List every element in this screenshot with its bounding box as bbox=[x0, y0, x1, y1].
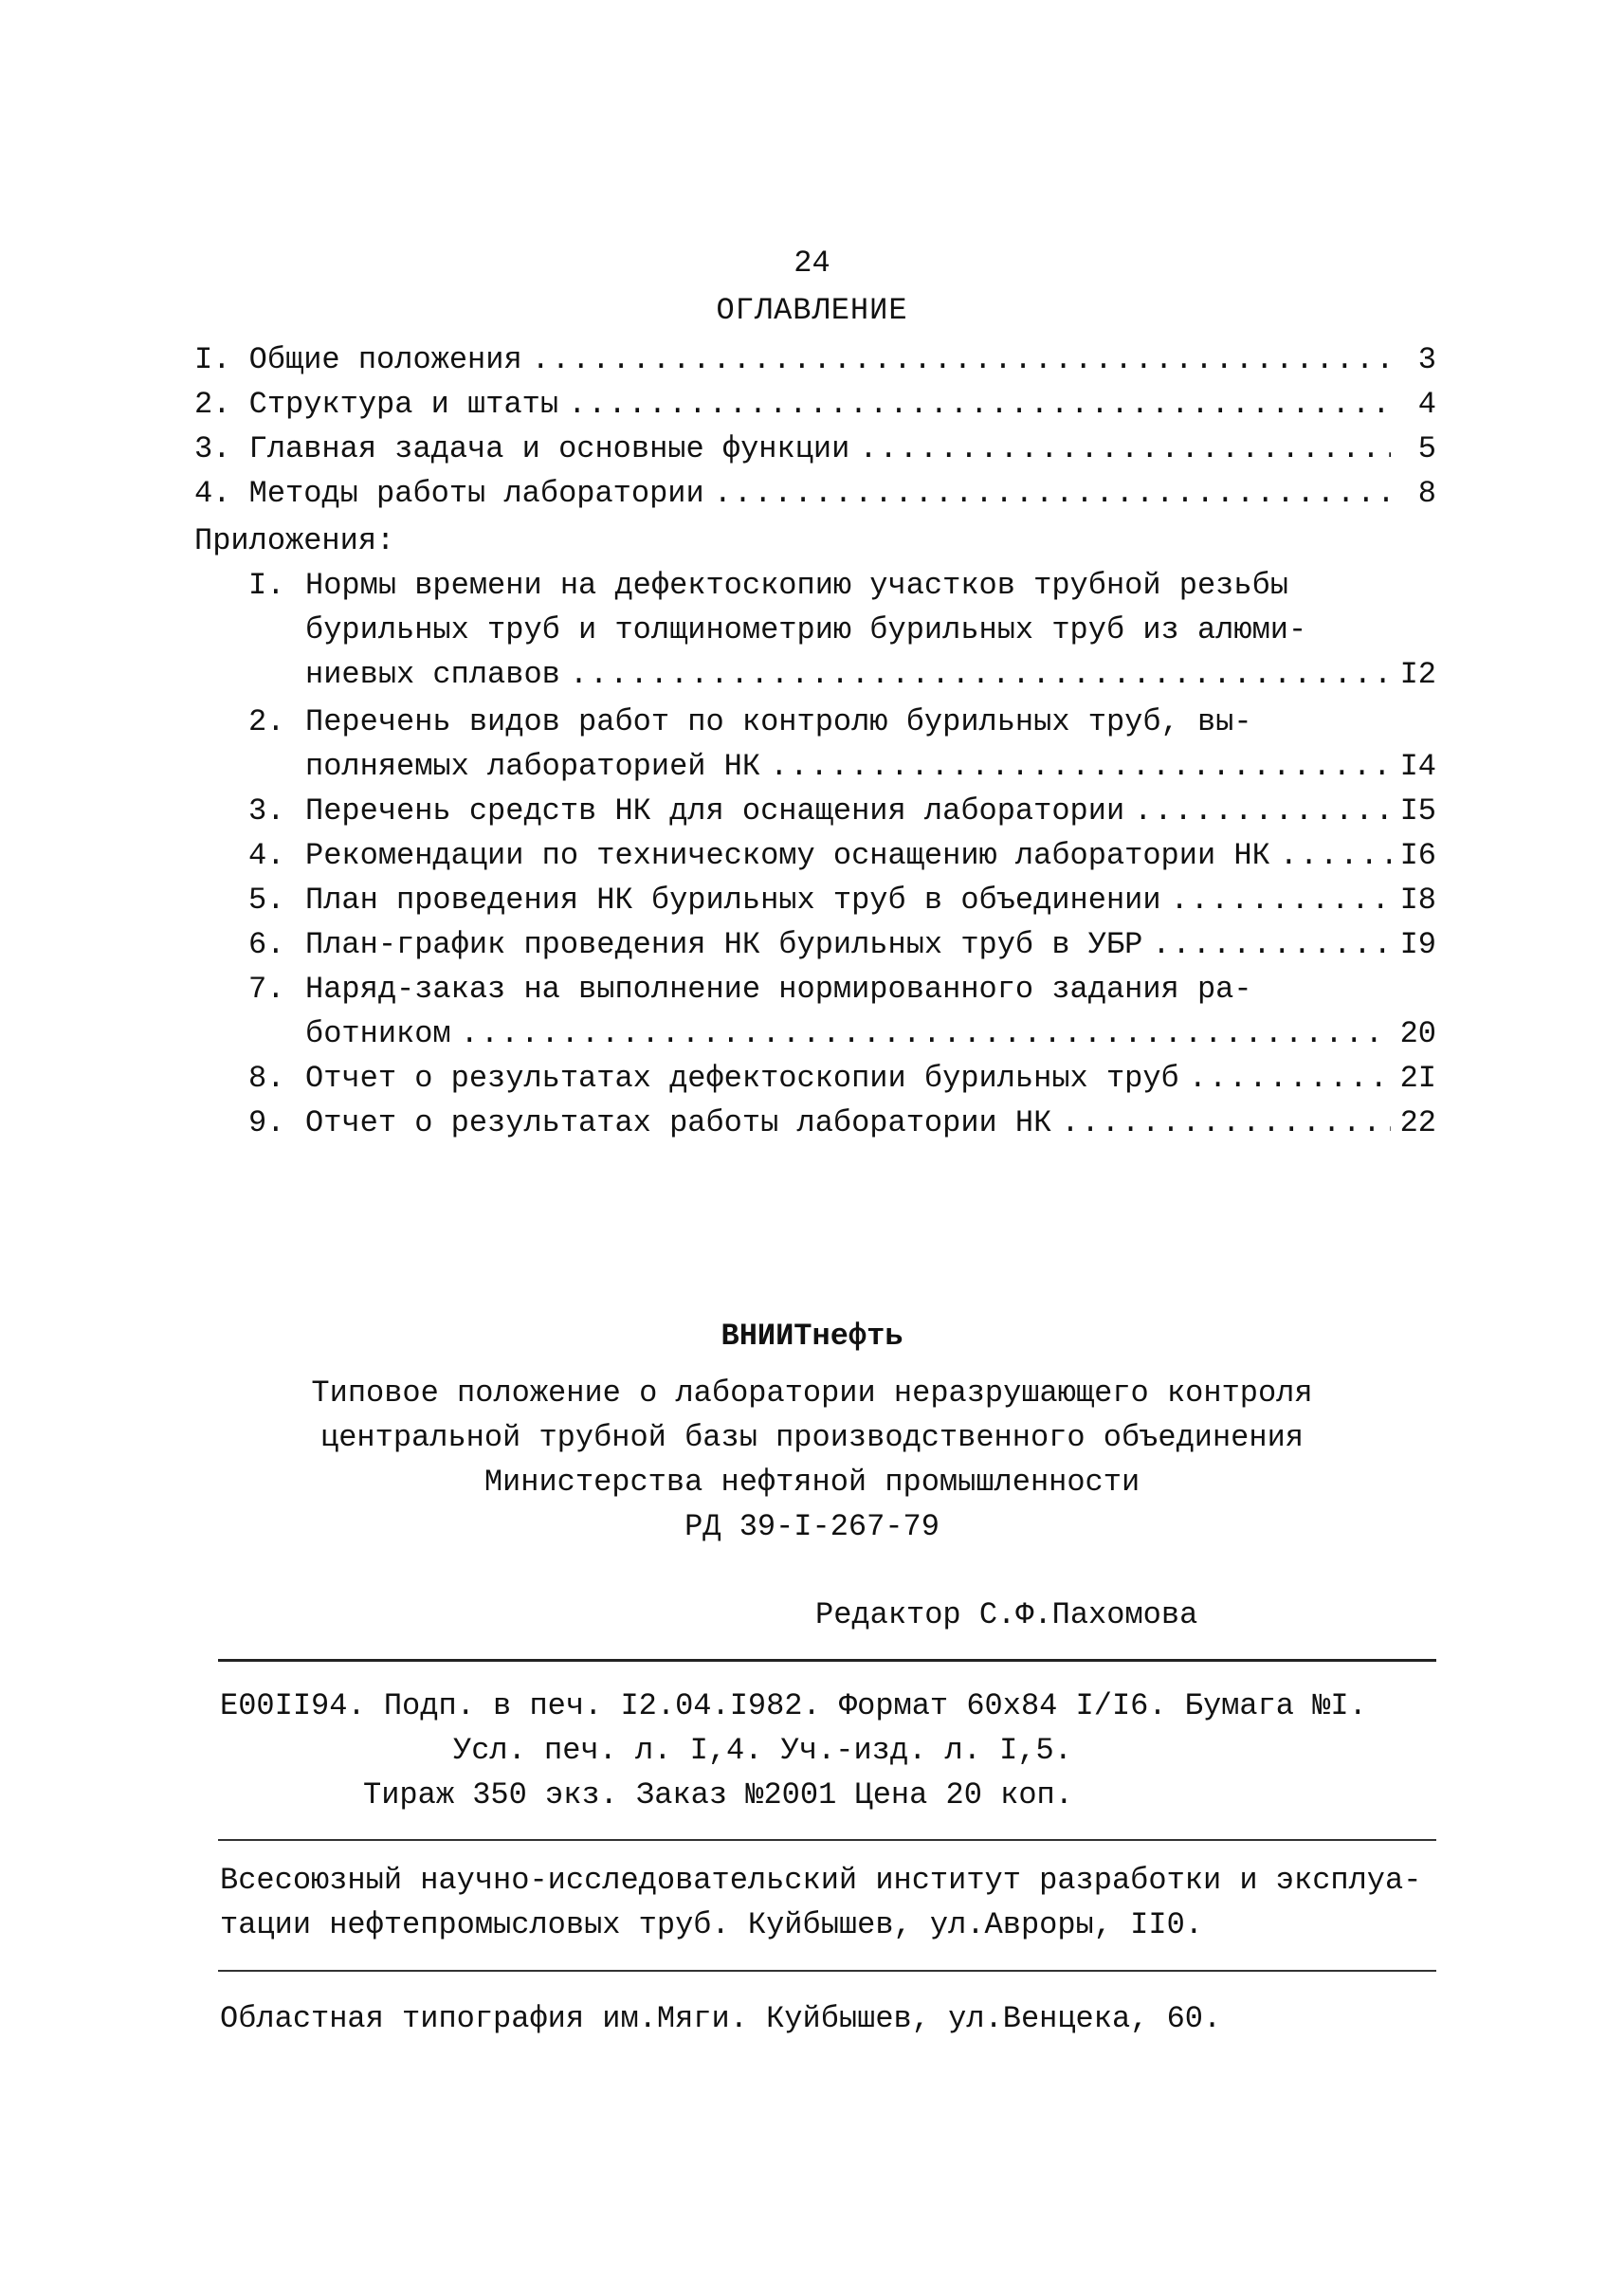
editor-line: Редактор С.Ф.Пахомова bbox=[815, 1597, 1198, 1632]
divider bbox=[218, 1839, 1436, 1841]
appendix-number: 5. bbox=[248, 883, 285, 918]
toc-item-text: Общие положения bbox=[248, 342, 522, 377]
printer-line: Областная типография им.Мяги. Куйбышев, ул.Венцека, 60. bbox=[220, 2001, 1222, 2036]
appendix-item bbox=[305, 926, 1436, 964]
toc-leader bbox=[570, 656, 1391, 694]
appendix-number: 9. bbox=[248, 1105, 285, 1140]
toc-leader bbox=[859, 430, 1391, 468]
publisher-name: ВНИИТнефть bbox=[721, 1319, 903, 1354]
appendix-text: ниевых сплавов bbox=[305, 657, 560, 692]
appendix-text: План проведения НК бурильных труб в объединении bbox=[305, 883, 1161, 918]
toc-item-page: 8 bbox=[1417, 476, 1436, 511]
appendix-number: 7. bbox=[248, 972, 285, 1007]
appendix-page: I2 bbox=[1399, 657, 1436, 692]
appendix-page: 2I bbox=[1399, 1061, 1436, 1096]
institute-line: Всесоюзный научно-исследовательский институт разработки и эксплуа- bbox=[220, 1863, 1422, 1898]
appendix-text: Отчет о результатах работы лаборатории НК bbox=[305, 1105, 1052, 1140]
toc-leader bbox=[568, 386, 1391, 424]
toc-item-number: 4. bbox=[194, 476, 231, 511]
appendix-text: Перечень средств НК для оснащения лаборатории bbox=[305, 793, 1125, 829]
toc-item-page: 5 bbox=[1417, 431, 1436, 466]
divider bbox=[218, 1970, 1436, 1972]
toc-item bbox=[194, 341, 1436, 379]
appendix-label: Приложения: bbox=[194, 523, 395, 558]
institute-line: тации нефтепромысловых труб. Куйбышев, ул.Авроры, II0. bbox=[220, 1907, 1203, 1942]
toc-item-number: 2. bbox=[194, 387, 231, 422]
appendix-number: 3. bbox=[248, 793, 285, 829]
divider bbox=[218, 1659, 1436, 1662]
appendix-text: полняемых лабораторией НК bbox=[305, 749, 761, 784]
toc-item bbox=[194, 430, 1436, 468]
publication-title-line: Министерства нефтяной промышленности bbox=[484, 1465, 1140, 1500]
appendix-item bbox=[305, 837, 1436, 875]
toc-item-page: 4 bbox=[1417, 387, 1436, 422]
appendix-item bbox=[305, 656, 1436, 694]
appendix-item bbox=[305, 1015, 1436, 1053]
appendix-item bbox=[305, 1104, 1436, 1142]
document-code: РД 39-I-267-79 bbox=[684, 1509, 940, 1544]
toc-leader bbox=[532, 341, 1391, 379]
toc-leader bbox=[1152, 926, 1391, 964]
publication-title-line: Типовое положение о лаборатории неразрушающего контроля bbox=[311, 1375, 1313, 1411]
appendix-number: I. bbox=[248, 568, 285, 603]
toc-item-number: 3. bbox=[194, 431, 231, 466]
toc-item bbox=[194, 475, 1436, 513]
appendix-text: ботником bbox=[305, 1016, 451, 1051]
appendix-page: I6 bbox=[1399, 838, 1436, 873]
appendix-page: I9 bbox=[1399, 927, 1436, 962]
toc-item-text: Методы работы лаборатории bbox=[248, 476, 704, 511]
print-info-line: Е00II94. Подп. в печ. I2.04.I982. Формат 60х84 I/I6. Бумага №I. bbox=[220, 1688, 1367, 1723]
appendix-item bbox=[305, 748, 1436, 786]
toc-leader bbox=[1134, 792, 1391, 830]
toc-leader bbox=[1061, 1104, 1391, 1142]
appendix-text: Рекомендации по техническому оснащению лаборатории НК bbox=[305, 838, 1270, 873]
appendix-page: 22 bbox=[1399, 1105, 1436, 1140]
appendix-line: Наряд-заказ на выполнение нормированного задания ра- bbox=[305, 972, 1252, 1007]
appendix-line: бурильных труб и толщинометрию бурильных труб из алюми- bbox=[305, 612, 1307, 647]
appendix-item bbox=[305, 792, 1436, 830]
appendix-page: 20 bbox=[1399, 1016, 1436, 1051]
toc-leader bbox=[1280, 837, 1391, 875]
toc-leader bbox=[461, 1015, 1391, 1053]
appendix-number: 4. bbox=[248, 838, 285, 873]
appendix-page: I8 bbox=[1399, 883, 1436, 918]
appendix-number: 8. bbox=[248, 1061, 285, 1096]
appendix-line: Нормы времени на дефектоскопию участков трубной резьбы bbox=[305, 568, 1288, 603]
appendix-text: План-график проведения НК бурильных труб в УБР bbox=[305, 927, 1143, 962]
appendix-line: Перечень видов работ по контролю бурильных труб, вы- bbox=[305, 704, 1252, 739]
toc-item bbox=[194, 386, 1436, 424]
appendix-item bbox=[305, 882, 1436, 920]
appendix-number: 6. bbox=[248, 927, 285, 962]
toc-item-number: I. bbox=[194, 342, 231, 377]
appendix-item bbox=[305, 1060, 1436, 1098]
appendix-text: Отчет о результатах дефектоскопии бурильных труб bbox=[305, 1061, 1179, 1096]
toc-item-page: 3 bbox=[1417, 342, 1436, 377]
toc-item-text: Главная задача и основные функции bbox=[248, 431, 850, 466]
appendix-page: I5 bbox=[1399, 793, 1436, 829]
appendix-page: I4 bbox=[1399, 749, 1436, 784]
print-info-line: Усл. печ. л. I,4. Уч.-изд. л. I,5. bbox=[453, 1733, 1072, 1768]
appendix-number: 2. bbox=[248, 704, 285, 739]
toc-title: ОГЛАВЛЕНИЕ bbox=[716, 293, 908, 328]
toc-item-text: Структура и штаты bbox=[248, 387, 559, 422]
toc-leader bbox=[714, 475, 1391, 513]
page-number: 24 bbox=[794, 246, 830, 281]
publication-title-line: центральной трубной базы производственного объединения bbox=[320, 1420, 1304, 1455]
toc-leader bbox=[1171, 882, 1391, 920]
toc-leader bbox=[1189, 1060, 1391, 1098]
print-info-line: Тираж 350 экз. Заказ №2001 Цена 20 коп. bbox=[363, 1777, 1073, 1812]
toc-leader bbox=[770, 748, 1391, 786]
